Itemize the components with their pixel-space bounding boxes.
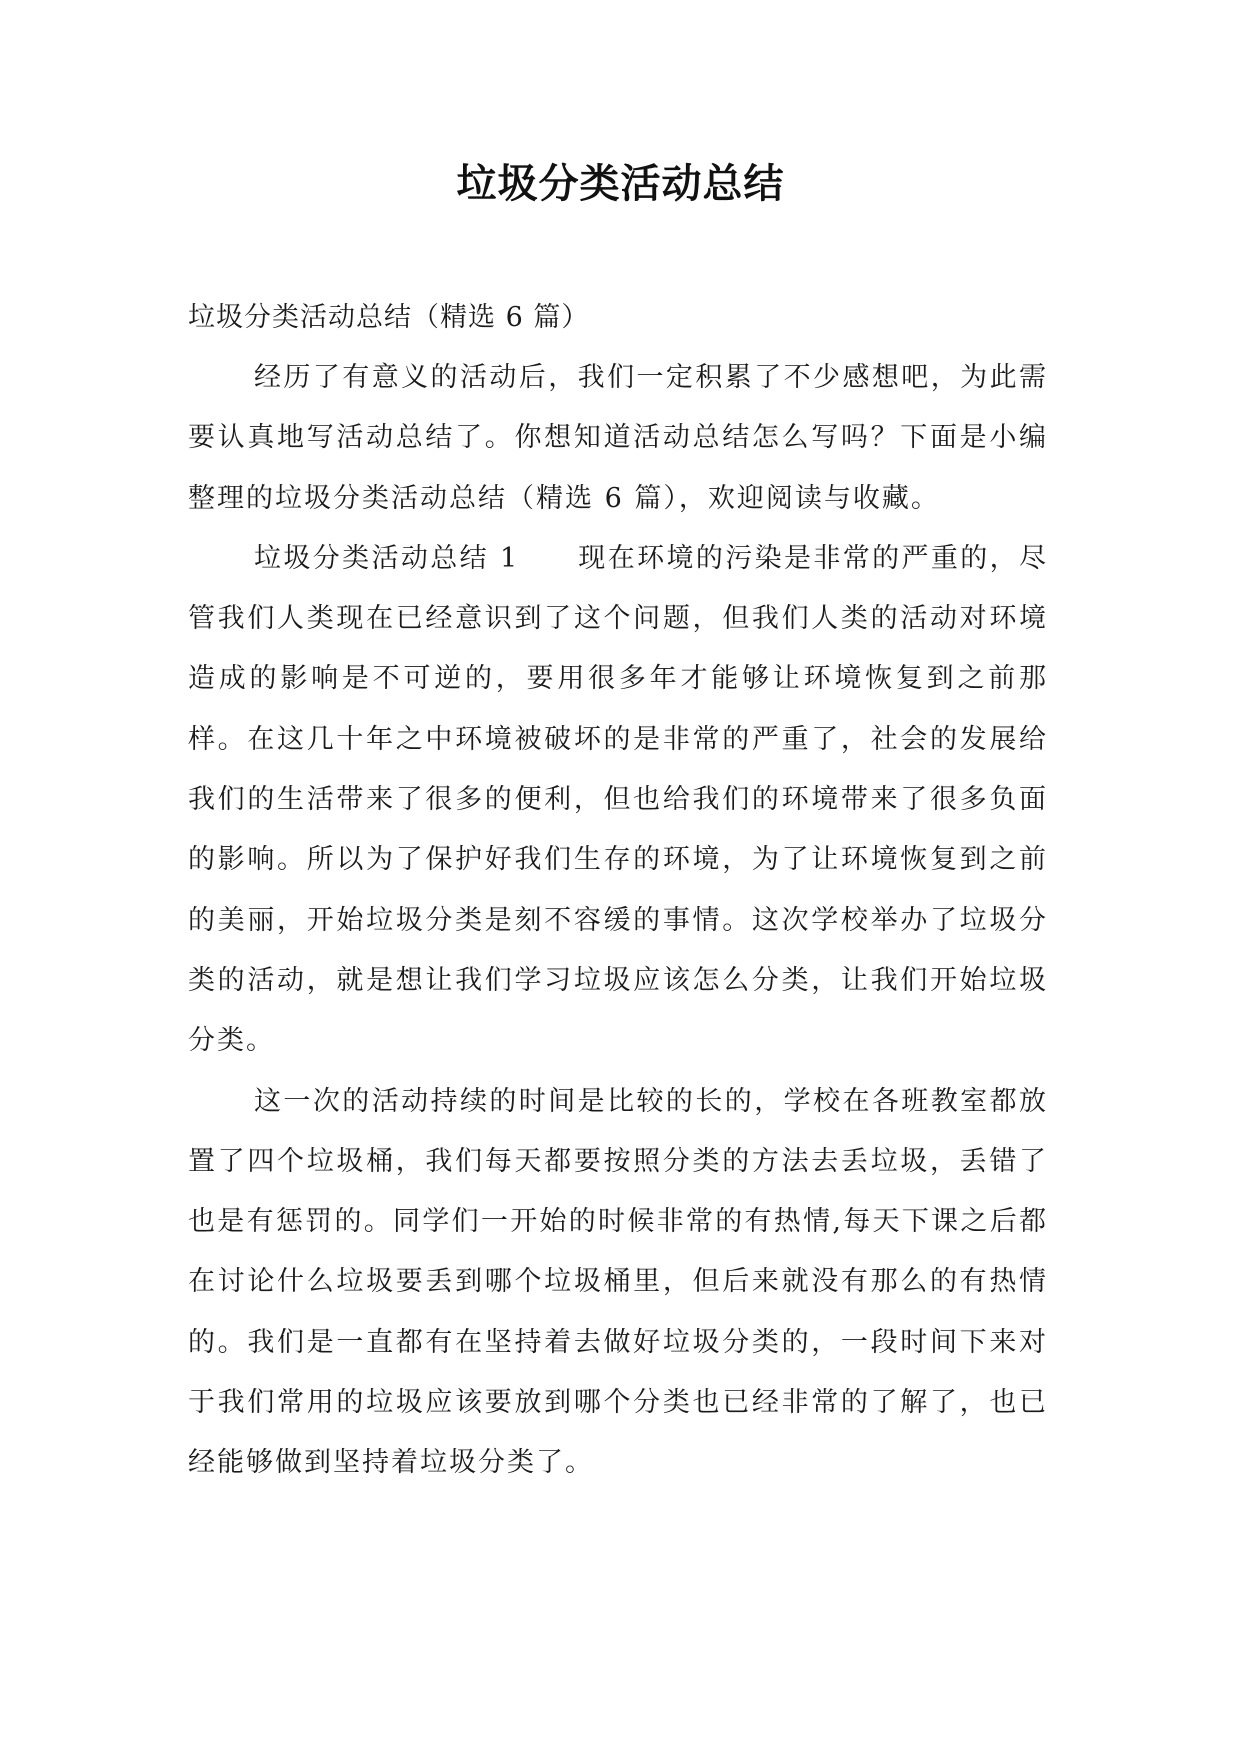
paragraph-summary-1-continued: 这一次的活动持续的时间是比较的长的，学校在各班教室都放置了四个垃圾桶，我们每天都要按照分类的方法去丢垃圾，丢错了也是有惩罚的。同学们一开始的时候非常的有热情,每天下课之后都在讨论什么垃圾要丢到哪个垃圾桶里，但后来就没有那么的有热情的。我们是一直都有在坚持着去做好垃圾分类的，一段时间下来对于我们常用的垃圾应该要放到哪个分类也已经非常的了解了，也已经能够做到坚持着垃圾分类了。 <box>188 1085 1048 1479</box>
document-body <box>188 288 1048 1494</box>
paragraph-summary-1: 垃圾分类活动总结 1 现在环境的污染是非常的严重的，尽管我们人类现在已经意识到了这个问题，但我们人类的活动对环境造成的影响是不可逆的，要用很多年才能够让环境恢复到之前那样。在这几十年之中环境被破坏的是非常的严重了，社会的发展给我们的生活带来了很多的便利，但也给我们的环境带来了很多负面的影响。所以为了保护好我们生存的环境，为了让环境恢复到之前的美丽，开始垃圾分类是刻不容缓的事情。这次学校举办了垃圾分类的活动，就是想让我们学习垃圾应该怎么分类，让我们开始垃圾分类。 <box>188 542 1048 1057</box>
paragraph-intro: 经历了有意义的活动后，我们一定积累了不少感想吧，为此需要认真地写活动总结了。你想知道活动总结怎么写吗？下面是小编整理的垃圾分类活动总结（精选 6 篇），欢迎阅读与收藏。 <box>188 362 1048 514</box>
document-subtitle: 垃圾分类活动总结（精选 6 篇） <box>188 302 590 333</box>
document-title: 垃圾分类活动总结 <box>456 161 785 207</box>
